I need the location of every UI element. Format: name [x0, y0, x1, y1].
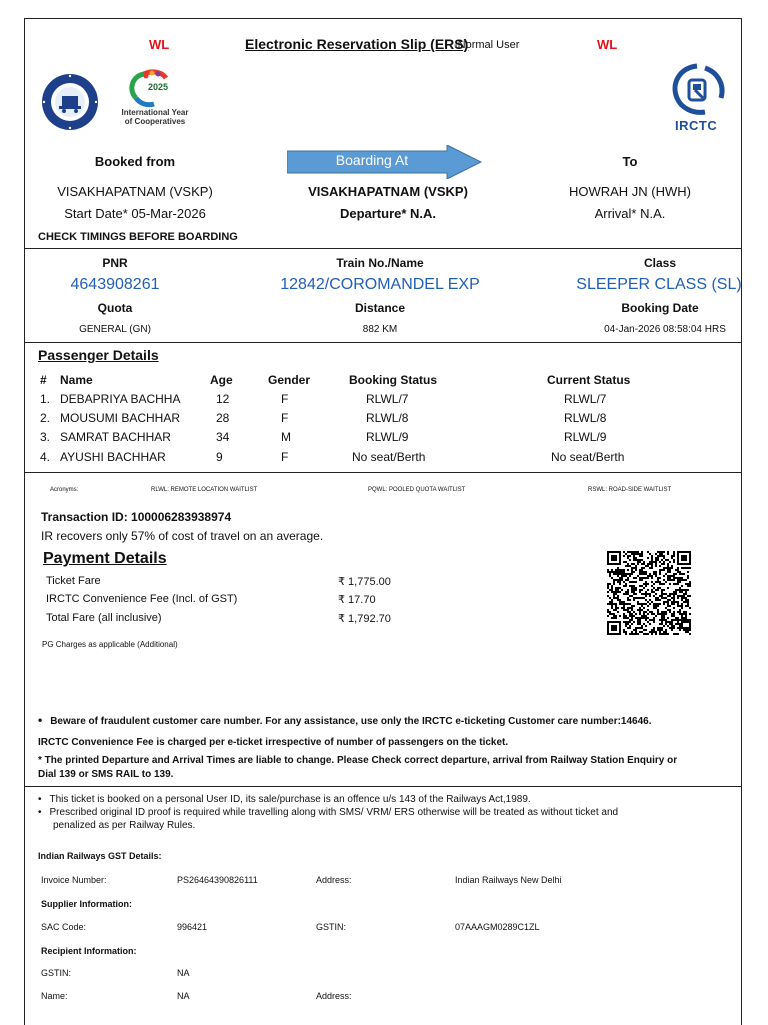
boarding-at-label: Boarding At	[335, 152, 409, 168]
pnr-value: 4643908261	[70, 276, 160, 293]
col-age: Age	[210, 373, 233, 387]
passenger-details-heading: Passenger Details	[38, 347, 159, 363]
gstin-label: GSTIN:	[316, 922, 347, 932]
pnr-label: PNR	[102, 256, 128, 270]
recipient-heading: Recipient Information:	[41, 946, 137, 956]
fraud-warning: • Beware of fraudulent customer care number. For any assistance, use only the IRCTC e-ticketing Customer care number:14646.	[38, 713, 652, 727]
invoice-label: Invoice Number:	[41, 875, 107, 885]
recipient-address-label: Address:	[316, 991, 352, 1001]
recipient-gstin-value: NA	[177, 968, 190, 978]
wl-badge-left: WL	[149, 37, 170, 52]
timings-change-note: * The printed Departure and Arrival Times are liable to change. Please Check correct departure, arrival from Railway Station Enquiry or Dial 139 or SMS RAIL to 139.	[38, 755, 678, 780]
payment-details-heading: Payment Details	[43, 550, 167, 567]
col-name: Name	[60, 373, 93, 387]
start-date: Start Date* 05-Mar-2026	[64, 206, 206, 221]
ir-recovers-note: IR recovers only 57% of cost of travel on an average.	[41, 529, 324, 543]
booking-date-value: 04-Jan-2026 08:58:04 HRS	[604, 324, 726, 335]
irctc-logo-icon: IRCTC	[665, 62, 729, 136]
gst-heading: Indian Railways GST Details:	[38, 851, 162, 861]
acronym-rswl: RSWL: ROAD-SIDE WAITLIST	[588, 487, 672, 493]
ers-title: Electronic Reservation Slip (ERS)	[245, 36, 469, 52]
address-label: Address:	[316, 875, 352, 885]
to-station: HOWRAH JN (HWH)	[568, 184, 692, 199]
coop-year: 2025	[148, 82, 169, 92]
sac-value: 996421	[177, 922, 208, 932]
recipient-name-label: Name:	[41, 991, 68, 1001]
to-label: To	[622, 154, 638, 169]
distance-value: 882 KM	[362, 324, 398, 335]
arrival-time: Arrival* N.A.	[594, 206, 666, 221]
col-current-status: Current Status	[547, 373, 631, 387]
invoice-value: PS26464390826111	[177, 875, 258, 885]
class-label: Class	[643, 256, 677, 270]
departure-time: Departure* N.A.	[339, 206, 437, 221]
gstin-value: 07AAAGM0289C1ZL	[455, 922, 540, 932]
address-value: Indian Railways New Delhi	[455, 875, 562, 885]
recipient-gstin-label: GSTIN:	[41, 968, 72, 978]
check-timings-note: CHECK TIMINGS BEFORE BOARDING	[38, 231, 238, 243]
train-value: 12842/COROMANDEL EXP	[280, 276, 480, 293]
sac-label: SAC Code:	[41, 922, 87, 932]
divider	[24, 248, 741, 249]
ers-title-suffix: -Normal User	[454, 39, 520, 51]
col-gender: Gender	[268, 373, 311, 387]
id-proof-note: • Prescribed original ID proof is required while travelling along with SMS/ VRM/ ERS otherwise will be treated as without ticket and penalized as per Railway Rules.	[38, 807, 619, 831]
train-label: Train No./Name	[336, 256, 424, 270]
boarding-at-arrow	[287, 145, 483, 179]
supplier-heading: Supplier Information:	[41, 899, 132, 909]
booked-from-label: Booked from	[94, 154, 176, 169]
booking-date-label: Booking Date	[621, 301, 699, 315]
coop-year-logo	[122, 68, 188, 130]
transaction-id: Transaction ID: 100006283938974	[41, 510, 232, 524]
coop-caption: International Year of Cooperatives	[121, 108, 189, 126]
col-booking-status: Booking Status	[349, 373, 438, 387]
indian-railways-logo-icon	[40, 72, 100, 132]
recipient-name-value: NA	[177, 991, 190, 1001]
quota-label: Quota	[97, 301, 133, 315]
convenience-fee-note: IRCTC Convenience Fee is charged per e-ticket irrespective of number of passengers on the ticket.	[38, 737, 509, 748]
divider	[24, 472, 741, 473]
acronym-rlwl: RLWL: REMOTE LOCATION WAITLIST	[151, 487, 258, 493]
col-index: #	[40, 373, 47, 387]
quota-value: GENERAL (GN)	[79, 324, 151, 335]
acronym-pqwl: PQWL: POOLED QUOTA WAITLIST	[368, 487, 466, 493]
personal-id-note: • This ticket is booked on a personal User ID, its sale/purchase is an offence u/s 143 of the Railways Act,1989.	[38, 794, 531, 805]
pg-charges-note: PG Charges as applicable (Additional)	[42, 640, 178, 649]
distance-label: Distance	[354, 301, 406, 315]
boarding-station: VISAKHAPATNAM (VSKP)	[308, 184, 468, 199]
divider	[24, 342, 741, 343]
class-value: SLEEPER CLASS (SL)	[576, 276, 742, 293]
divider	[24, 786, 741, 787]
wl-badge-right: WL	[597, 37, 618, 52]
acronyms-label: Acronyms:	[50, 487, 79, 493]
from-station: VISAKHAPATNAM (VSKP)	[57, 184, 213, 199]
qr-code-icon	[607, 551, 691, 635]
